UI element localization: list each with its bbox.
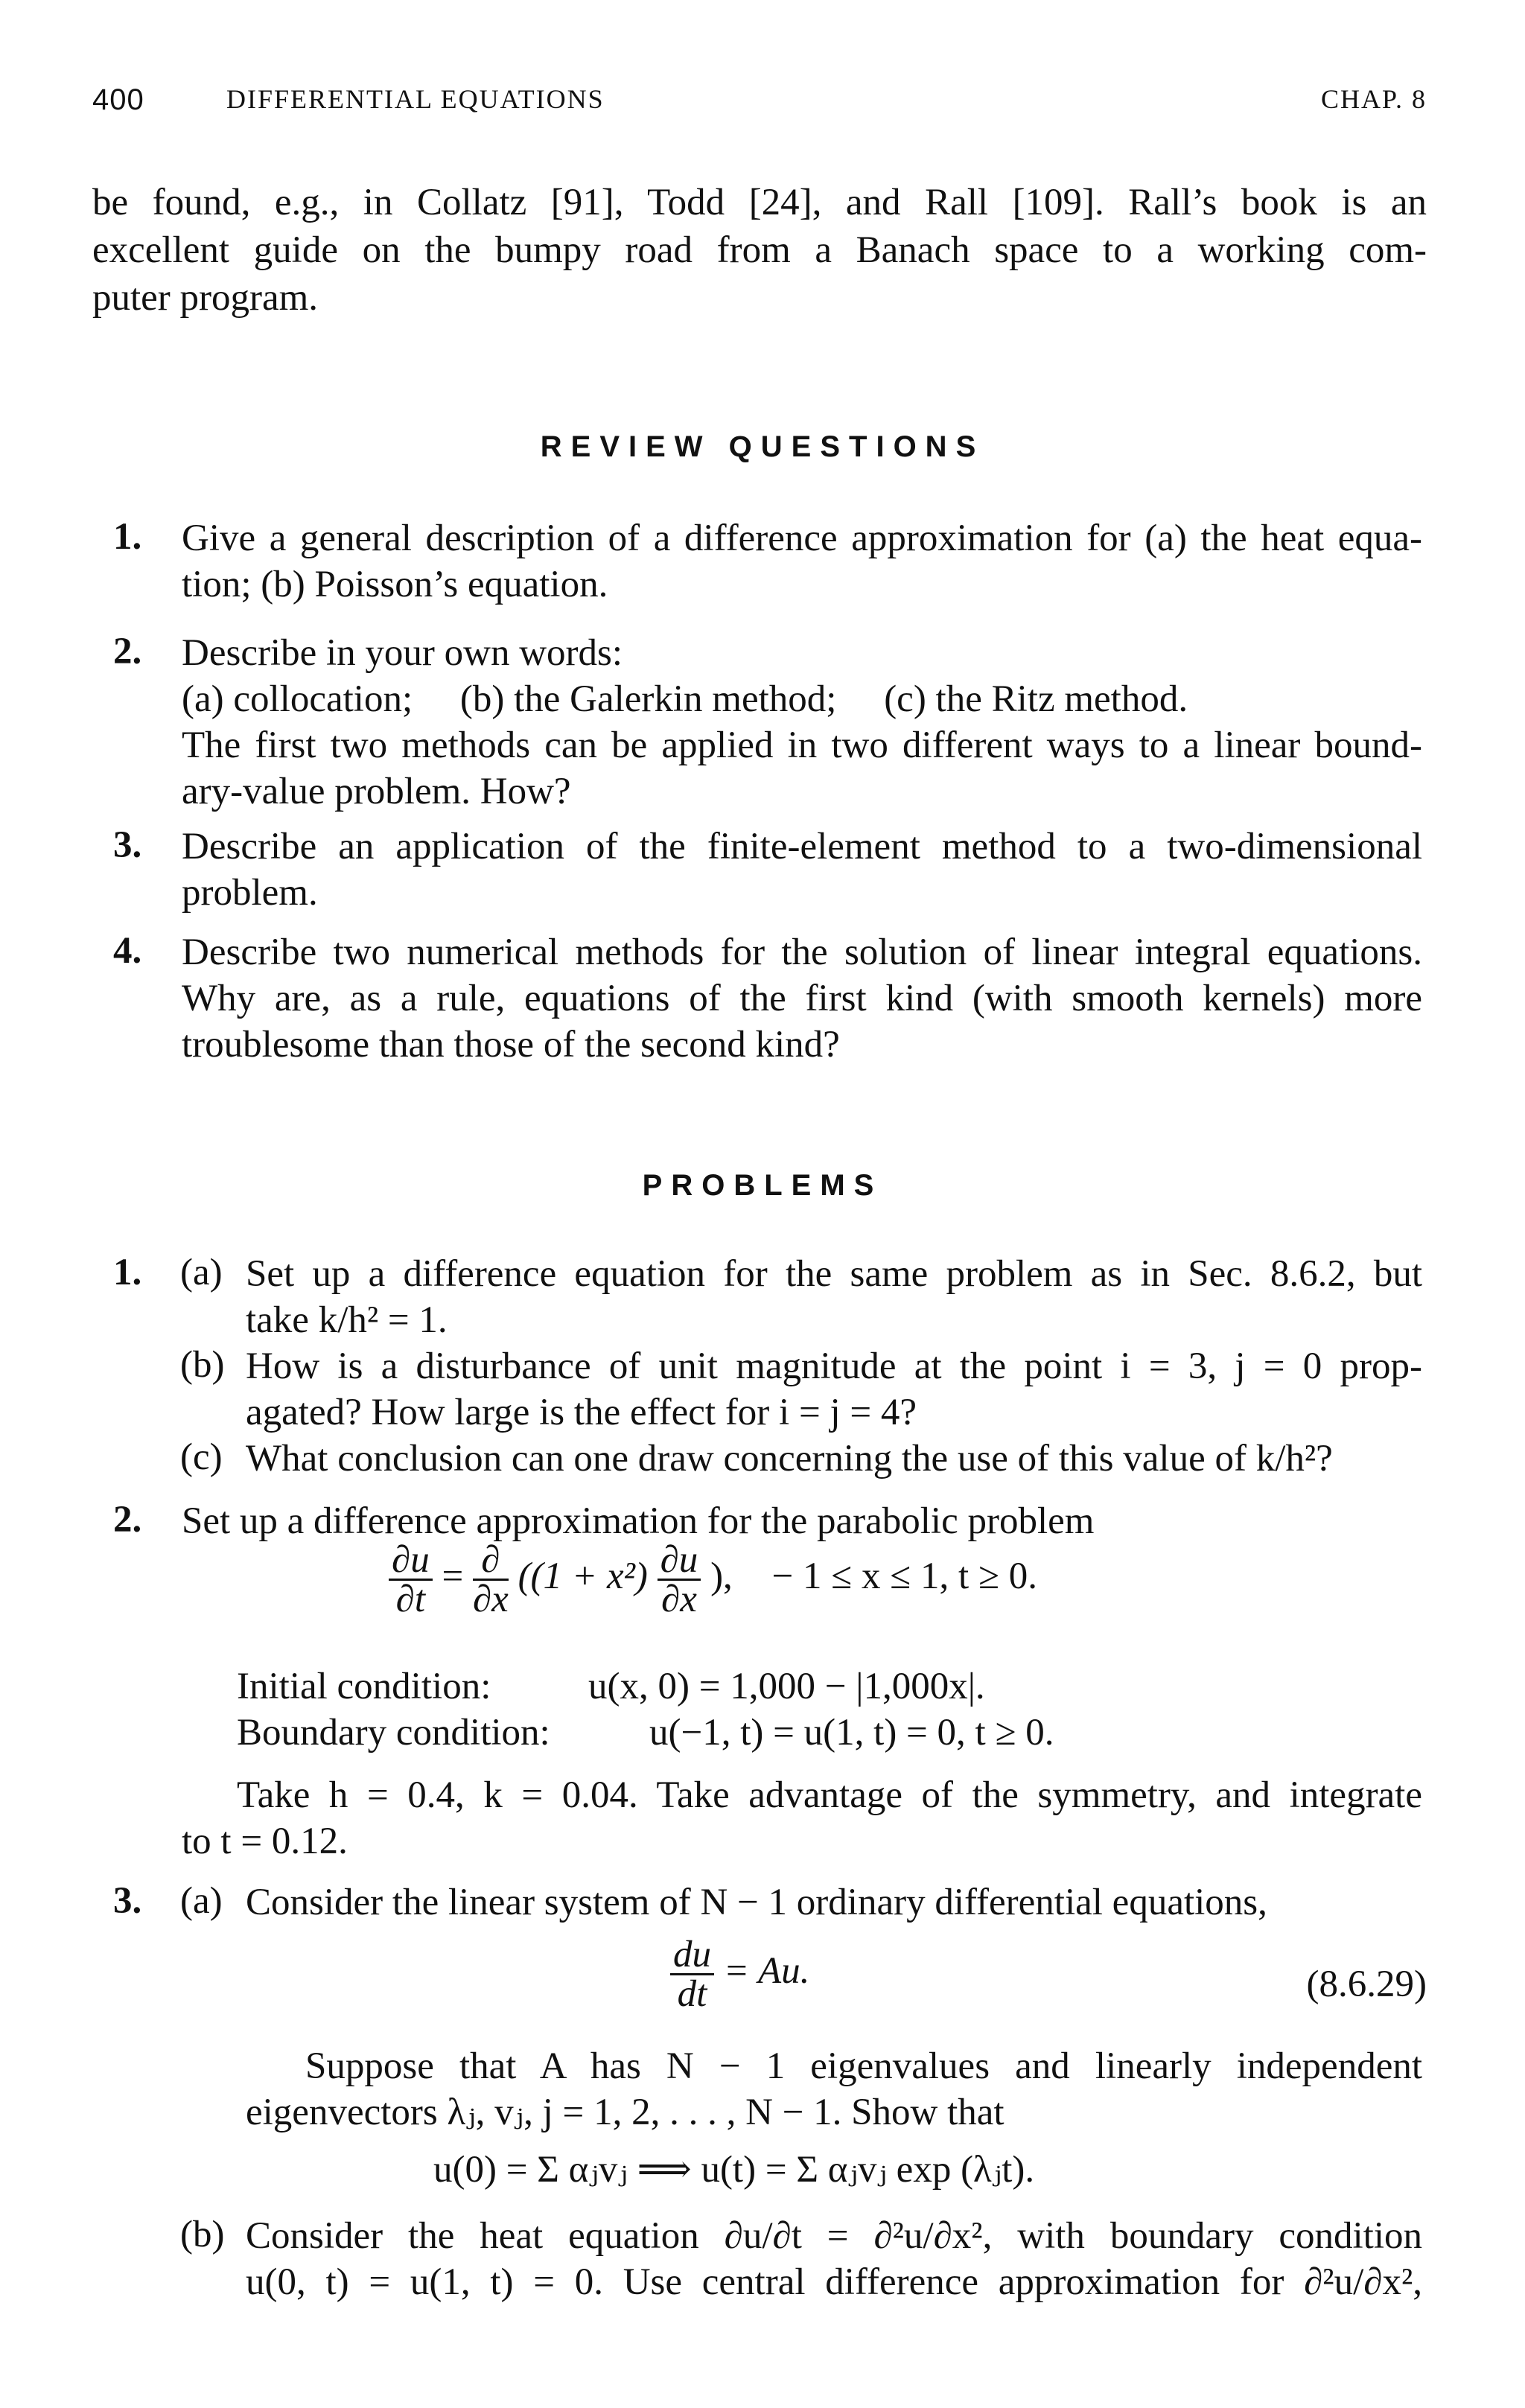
implication-equation: u(0) = Σ αⱼvⱼ ⟹ u(t) = Σ αⱼvⱼ exp (λⱼt). (433, 2149, 1035, 2191)
review-question-3 (182, 824, 1422, 916)
question-line: tion; (b) Poisson’s equation. (182, 564, 608, 605)
problem-2-take (182, 1772, 1422, 1864)
problem-line: agated? How large is the effect for i = j = 4? (246, 1392, 917, 1433)
question-line: Describe two numerical methods for the solution of linear integral equations. (182, 931, 1422, 973)
problem-line: take k/h² = 1. (246, 1299, 448, 1341)
boundary-condition-label: Boundary condition: (237, 1712, 550, 1754)
problem-3a-suppose (246, 2043, 1422, 2135)
question-number: 3. (113, 824, 142, 866)
fraction: $\frac{du}{dt}$ (670, 1936, 714, 2013)
review-question-1 (182, 515, 1422, 608)
problem-line: Suppose that A has N − 1 eigenvalues and linearly independent (305, 2045, 1422, 2087)
intro-line: puter program. (92, 277, 319, 319)
chapter-label: CHAP. 8 (1320, 84, 1427, 114)
problem-1c (246, 1436, 1422, 1482)
initial-condition-value: u(x, 0) = 1,000 − |1,000x|. (588, 1666, 985, 1707)
parabolic-equation: $\frac{\partial u}{\partial t}$ = $\frac{\partial}{\partial x}$ ((1 + x²) $\frac{\partial u}{\partial x}$ ), − 1 ≤ x ≤ 1, t ≥ 0. (389, 1541, 1037, 1618)
problem-line: eigenvectors λⱼ, vⱼ, j = 1, 2, . . . , N − 1. Show that (246, 2092, 1005, 2133)
intro-line: be found, e.g., in Collatz [91], Todd [24], and Rall [109]. Rall’s book is an (92, 182, 1427, 223)
problem-3b (246, 2213, 1422, 2305)
review-questions-heading: REVIEW QUESTIONS (540, 430, 985, 463)
question-line: ary-value problem. How? (182, 771, 571, 812)
equation-number: (8.6.29) (1306, 1963, 1427, 2005)
fraction: $\frac{\partial u}{\partial t}$ (389, 1541, 433, 1618)
question-number: 1. (113, 516, 142, 558)
problem-number: 3. (113, 1880, 142, 1922)
question-line: problem. (182, 872, 318, 914)
problem-line: Set up a difference equation for the same problem as in Sec. 8.6.2, but (246, 1253, 1422, 1295)
part-tag: (b) (180, 1344, 225, 1386)
initial-condition-label: Initial condition: (237, 1666, 491, 1707)
page-number: 400 (92, 83, 144, 116)
part-tag: (a) (180, 1880, 223, 1922)
problem-line: u(0, t) = u(1, t) = 0. Use central difference approximation for ∂²u/∂x², (246, 2261, 1422, 2303)
fraction: $\frac{\partial}{\partial x}$ (472, 1539, 509, 1620)
problem-line: Take h = 0.4, k = 0.04. Take advantage of the symmetry, and integrate (237, 1774, 1422, 1816)
system-equation: $\frac{du}{dt}$ = Au. (670, 1936, 809, 2013)
problem-line: How is a disturbance of unit magnitude at the point i = 3, j = 0 prop- (246, 1345, 1422, 1387)
problem-line: to t = 0.12. (182, 1821, 348, 1862)
problem-line: What conclusion can one draw concerning the use of this value of k/h²? (246, 1438, 1333, 1479)
problems-heading: PROBLEMS (642, 1169, 883, 1202)
review-question-2 (182, 630, 1422, 815)
question-number: 2. (113, 631, 142, 672)
problem-number: 1. (113, 1252, 142, 1293)
review-question-4 (182, 929, 1422, 1068)
problem-line: Set up a difference approximation for the parabolic problem (182, 1500, 1095, 1542)
question-line: (a) collocation; (b) the Galerkin method; (c) the Ritz method. (182, 678, 1188, 720)
problem-line: Consider the linear system of N − 1 ordinary differential equations, (246, 1882, 1267, 1923)
question-number: 4. (113, 930, 142, 972)
question-line: Describe in your own words: (182, 632, 623, 674)
part-tag: (c) (180, 1436, 223, 1478)
question-line: troublesome than those of the second kind? (182, 1024, 840, 1066)
problem-line: Consider the heat equation ∂u/∂t = ∂²u/∂x², with boundary condition (246, 2215, 1422, 2257)
running-title: DIFFERENTIAL EQUATIONS (226, 84, 605, 114)
problem-1a (246, 1251, 1422, 1343)
boundary-condition-value: u(−1, t) = u(1, t) = 0, t ≥ 0. (649, 1712, 1054, 1754)
question-line: The first two methods can be applied in two different ways to a linear bound- (182, 724, 1422, 766)
fraction: $\frac{\partial u}{\partial x}$ (658, 1541, 701, 1618)
part-tag: (a) (180, 1252, 223, 1293)
problem-number: 2. (113, 1499, 142, 1541)
question-line: Give a general description of a difference approximation for (a) the heat equa- (182, 517, 1422, 559)
part-tag: (b) (180, 2214, 225, 2255)
question-line: Why are, as a rule, equations of the first kind (with smooth kernels) more (182, 978, 1422, 1019)
question-line: Describe an application of the finite-element method to a two-dimensional (182, 826, 1422, 867)
problem-2-intro (182, 1498, 1422, 1544)
intro-paragraph (92, 179, 1427, 322)
problem-3a-intro (246, 1879, 1422, 1926)
intro-line: excellent guide on the bumpy road from a Banach space to a working com- (92, 229, 1427, 271)
problem-1b (246, 1343, 1422, 1436)
